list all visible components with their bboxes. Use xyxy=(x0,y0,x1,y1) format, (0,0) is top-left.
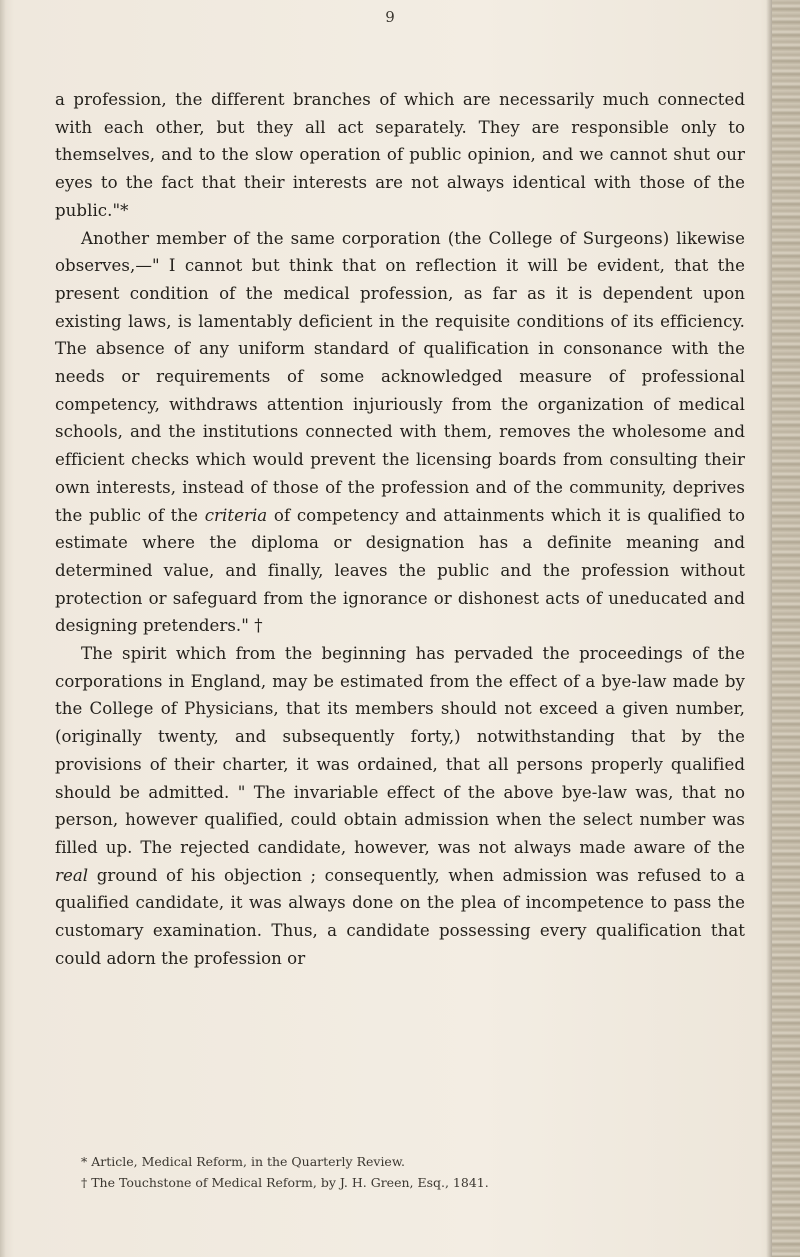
paragraph-2 xyxy=(55,225,745,641)
paragraph-1 xyxy=(55,86,745,225)
footnote-1: * Article, Medical Reform, in the Quarterly Review. xyxy=(81,1154,406,1169)
body-text xyxy=(55,86,745,973)
footnotes xyxy=(55,1151,745,1193)
paragraph-3-after: ground of his objection ; consequently, when admission was refused to a qualified candidate, it was always done on the plea of incompetence to pass the customary examination. Thus, a candidate possessing every qualification that could adorn the profession or xyxy=(55,865,745,968)
paragraph-3 xyxy=(55,640,745,972)
paragraph-1-text: a profession, the different branches of which are necessarily much connected with each other, but they all act separately. They are responsible only to themselves, and to the slow operation of public opinion, and we cannot shut our eyes to the fact that their interests are not always identical with those of the public."* xyxy=(55,90,745,220)
paragraph-3-text: The spirit which from the beginning has pervaded the proceedings of the corporations in England, may be estimated from the effect of a bye-law made by the College of Physicians, that its members should not exceed a given number, (originally twenty, and subsequently forty,) notwithstanding that by the provisions of their charter, it was ordained, that all persons properly qualified should be admitted. " The invariable effect of the above bye-law was, that no person, however qualified, could obtain admission when the select number was filled up. The rejected candidate, however, was not always made aware of the xyxy=(55,644,745,857)
footnote-2: † The Touchstone of Medical Reform, by J. H. Green, Esq., 1841. xyxy=(81,1175,489,1190)
paragraph-2-italic: criteria xyxy=(204,505,268,525)
paragraph-3-italic: real xyxy=(55,865,89,885)
paragraph-2-text: Another member of the same corporation (the College of Surgeons) likewise observes,—" I cannot but think that on reflection it will be evident, that the present condition of the medical profession, as far as it is dependent upon existing laws, is lamentably deficient in the requisite conditions of its efficiency. The absence of any uniform standard of qualification in consonance with the needs or requirements of some acknowledged measure of professional competency, withdraws attention injuriously from the organization of medical schools, and the institutions connected with them, removes the wholesome and efficient checks which would prevent the licensing boards from consulting their own interests, instead of those of the profession and of the community, deprives the public of the xyxy=(55,228,745,525)
page-number: 9 xyxy=(385,8,395,26)
paragraph-2-after: of competency and attainments which it is qualified to estimate where the diploma or designation has a definite meaning and determined value, and finally, leaves the public and the profession without protection or safeguard from the ignorance or dishonest acts of uneducated and designing pretenders." † xyxy=(55,505,746,636)
book-spine-edge xyxy=(772,0,800,1257)
